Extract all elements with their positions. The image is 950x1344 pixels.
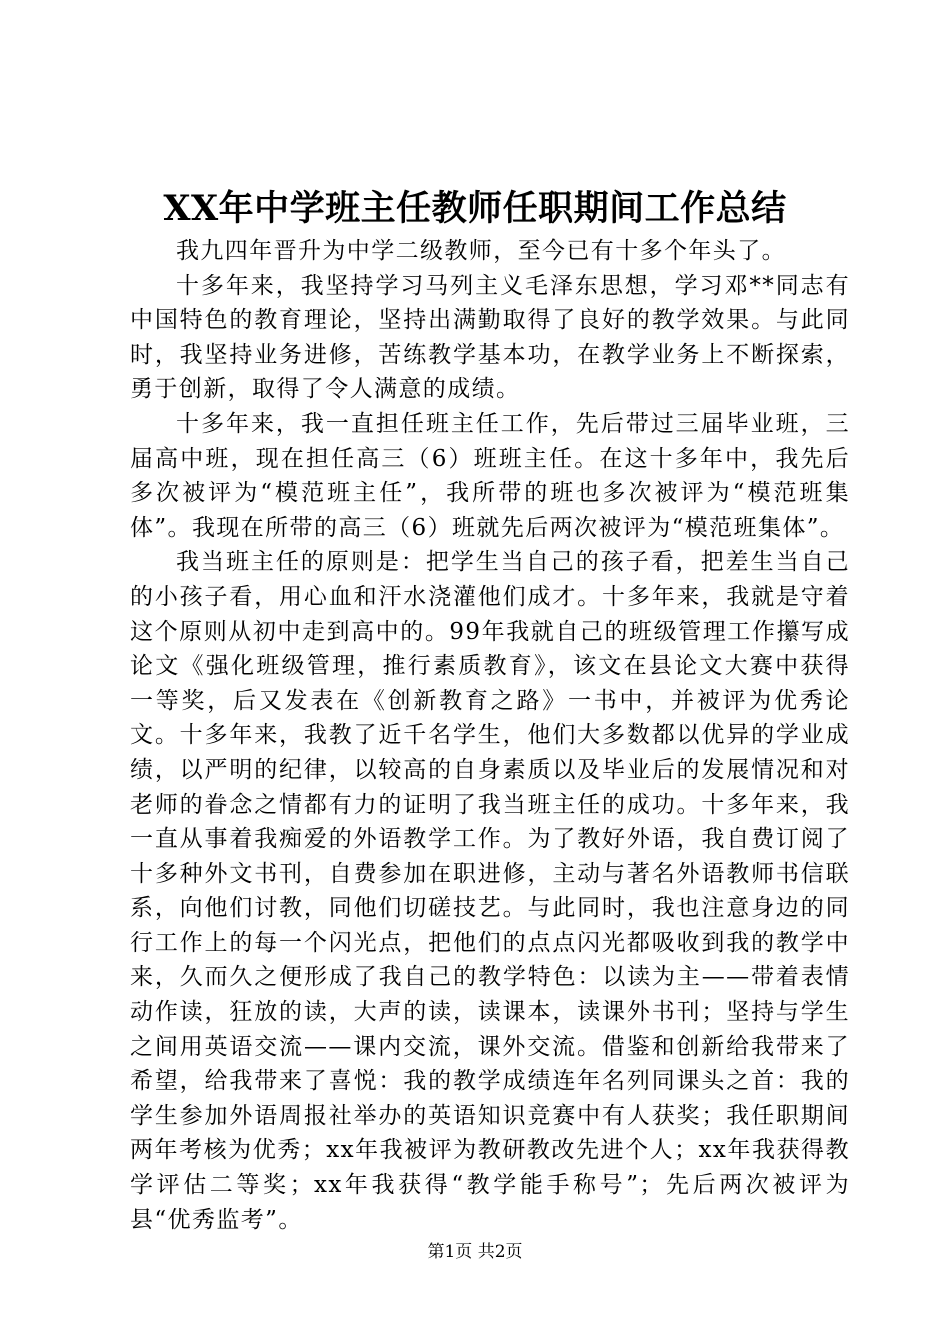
paragraph-1: 我九四年晋升为中学二级教师，至今已有十多个年头了。 (176, 238, 786, 264)
page-footer: 第1页 共2页 (427, 1242, 523, 1262)
paragraph-3: 十多年来，我一直担任班主任工作，先后带过三届毕业班，三届高中班，现在担任高三（6）班班主任。在这十多年中，我先后多次被评为“模范班主任”，我所带的班也多次被评为“模范班集体”。我现在所带的高三（6）班就先后两次被评为“模范班集体”。 (130, 410, 850, 541)
document-title: XX年中学班主任教师任职期间工作总结 (163, 188, 787, 229)
document-body (130, 234, 850, 1237)
paragraph-2: 十多年来，我坚持学习马列主义毛泽东思想，学习邓**同志有中国特色的教育理论，坚持出满勤取得了良好的教学效果。与此同时，我坚持业务进修，苦练教学基本功，在教学业务上不断探索，勇于创新，取得了令人满意的成绩。 (130, 272, 850, 403)
paragraph-4: 我当班主任的原则是：把学生当自己的孩子看，把差生当自己的小孩子看，用心血和汗水浇灌他们成才。十多年来，我就是守着这个原则从初中走到高中的。99年我就自己的班级管理工作攥写成论文《强化班级管理，推行素质教育》，该文在县论文大赛中获得一等奖，后又发表在《创新教育之路》一书中，并被评为优秀论文。十多年来，我教了近千名学生，他们大多数都以优异的学业成绩，以严明的纪律，以较高的自身素质以及毕业后的发展情况和对老师的眷念之情都有力的证明了我当班主任的成功。十多年来，我一直从事着我痴爱的外语教学工作。为了教好外语，我自费订阅了十多种外文书刊，自费参加在职进修，主动与著名外语教师书信联系，向他们讨教，同他们切磋技艺。与此同时，我也注意身边的同行工作上的每一个闪光点，把他们的点点闪光都吸收到我的教学中来，久而久之便形成了我自己的教学特色：以读为主——带着表情动作读，狂放的读，大声的读，读课本，读课外书刊；坚持与学生之间用英语交流——课内交流，课外交流。借鉴和创新给我带来了希望，给我带来了喜悦：我的教学成绩连年名列同课头之首：我的学生参加外语周报社举办的英语知识竞赛中有人获奖；我任职期间两年考核为优秀；xx年我被评为教研教改先进个人；xx年我获得教学评估二等奖；xx年我获得“教学能手称号”；先后两次被评为县“优秀监考”。 (130, 549, 850, 1233)
